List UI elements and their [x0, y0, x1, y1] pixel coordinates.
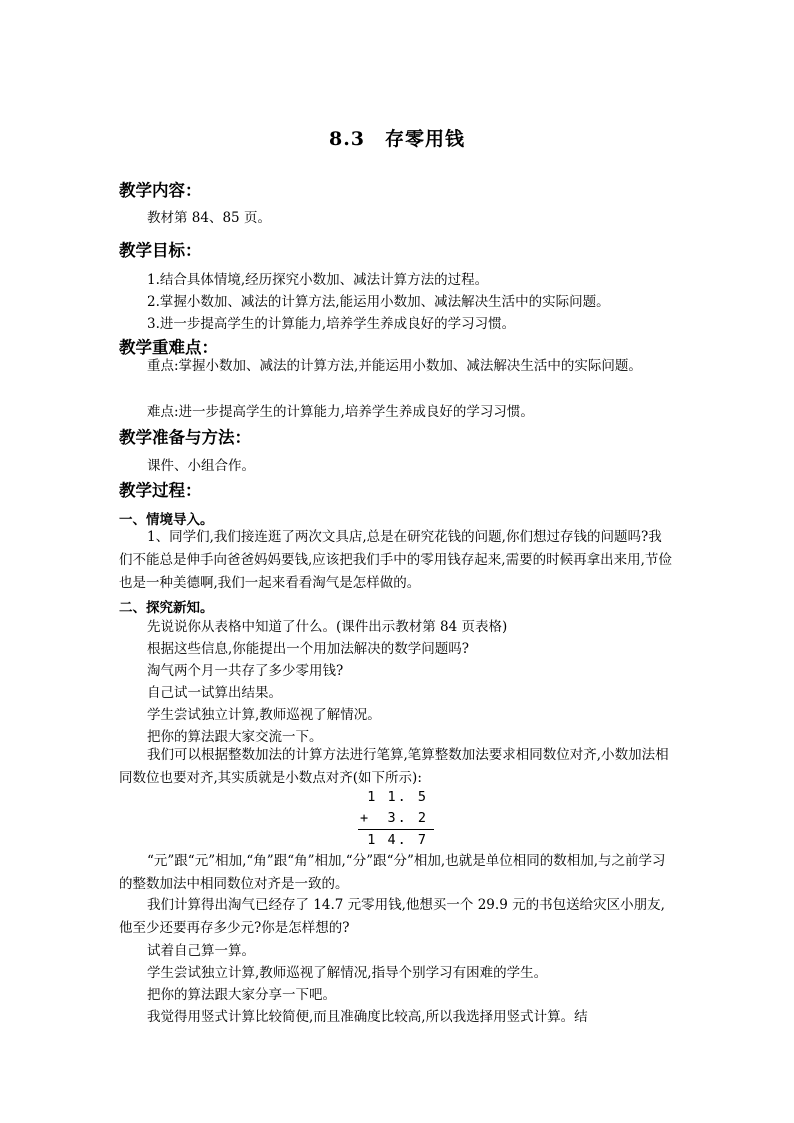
intro-paragraph: 1、同学们,我们接连逛了两次文具店,总是在研究花钱的问题,你们想过存钱的问题吗?我们不能总是伸手向爸爸妈妈要钱,应该把我们手中的零用钱存起来,需要的时候再拿出来用,节俭也是一种美德啊,我们一起来看看淘气是怎样做的。 — [119, 529, 672, 591]
explore-line-5: 学生尝试独立计算,教师巡视了解情况。 — [147, 707, 381, 723]
goal-item-2: 2.掌握小数加、减法的计算方法,能运用小数加、减法解决生活中的实际问题。 — [147, 294, 610, 310]
explore-line-1: 先说说你从表格中知道了什么。(课件出示教材第 84 页表格) — [147, 619, 508, 635]
section-heading-prep: 教学准备与方法： — [119, 428, 251, 447]
explore-line-4: 自己试一试算出结果。 — [147, 685, 282, 701]
units-paragraph: “元”跟“元”相加,“角”跟“角”相加,“分”跟“分”相加,也就是单位相同的数相加,与之前学习的整数加法中相同数位对齐是一致的。 — [119, 853, 666, 892]
goal-item-1: 1.结合具体情境,经历探究小数加、减法计算方法的过程。 — [147, 272, 489, 288]
key-point-text: 重点:掌握小数加、减法的计算方法,并能运用小数加、减法解决生活中的实际问题。 — [147, 358, 642, 374]
plus-operator: + — [360, 810, 369, 826]
explore-line-3: 淘气两个月一共存了多少零用钱? — [147, 663, 344, 679]
section-heading-goals: 教学目标： — [119, 241, 202, 260]
section-heading-content: 教学内容： — [119, 181, 202, 200]
explore-line-2: 根据这些信息,你能提出一个用加法解决的数学问题吗? — [147, 641, 470, 657]
subheading-intro: 一、情境导入。 — [119, 512, 214, 528]
explore-line-8: 学生尝试独立计算,教师巡视了解情况,指导个别学习有困难的学生。 — [147, 965, 548, 981]
explore-line-7: 试着自己算一算。 — [147, 943, 255, 959]
question-paragraph: 我们计算得出淘气已经存了 14.7 元零用钱,他想买一个 29.9 元的书包送给灾区小朋友,他至少还要再存多少元?你是怎样想的? — [119, 897, 665, 936]
addend-top: 1 1. 5 — [367, 789, 428, 805]
addend-second: 3. 2 — [387, 810, 428, 826]
goal-item-3: 3.进一步提高学生的计算能力,培养学生养成良好的学习习惯。 — [147, 316, 516, 332]
prep-text: 课件、小组合作。 — [147, 458, 255, 474]
subheading-explore: 二、探究新知。 — [119, 600, 214, 616]
section-heading-keypoints: 教学重难点： — [119, 338, 218, 357]
difficult-point-text: 难点:进一步提高学生的计算能力,培养学生养成良好的学习习惯。 — [147, 404, 534, 420]
explore-line-6: 把你的算法跟大家交流一下。 — [147, 729, 323, 745]
page-title: 8.3 存零用钱 — [328, 128, 466, 150]
explore-line-10: 我觉得用竖式计算比较简便,而且准确度比较高,所以我选择用竖式计算。结 — [147, 1009, 588, 1025]
content-text: 教材第 84、85 页。 — [147, 210, 271, 226]
sum-result: 1 4. 7 — [367, 832, 428, 848]
explore-line-9: 把你的算法跟大家分享一下吧。 — [147, 987, 336, 1003]
alignment-paragraph: 我们可以根据整数加法的计算方法进行笔算,笔算整数加法要求相同数位对齐,小数加法相同数位也要对齐,其实质就是小数点对齐(如下所示): — [119, 747, 669, 786]
vertical-addition — [358, 787, 434, 851]
section-heading-process: 教学过程： — [119, 481, 202, 500]
